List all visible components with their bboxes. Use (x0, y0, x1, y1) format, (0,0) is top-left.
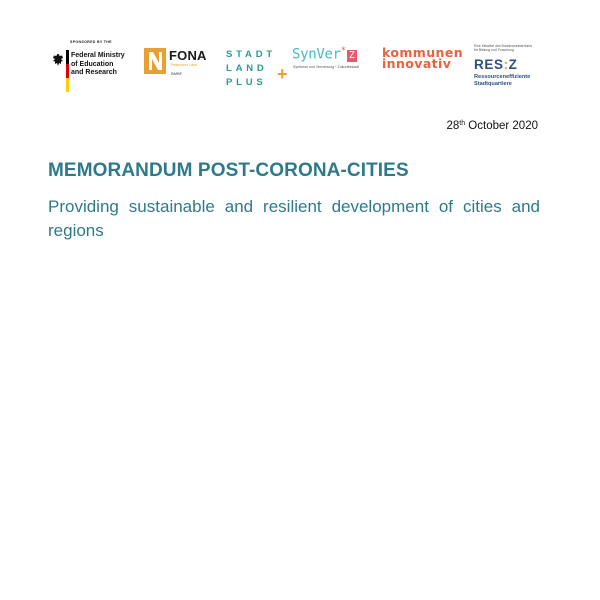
synverz-wordmark (292, 46, 374, 63)
resz-tag-line: Ressourceneffiziente (474, 74, 531, 80)
slp-line: PLUS (226, 77, 267, 88)
resz-logo (474, 44, 544, 94)
federal-eagle-icon (52, 53, 64, 67)
resz-word-b: Z (508, 57, 518, 72)
synverz-star: * (340, 46, 346, 56)
document-subtitle: Providing sustainable and resilient development of cities and regions (48, 197, 540, 240)
kommunen-line: kommunen (382, 45, 463, 60)
fona-n-mark-icon (144, 48, 166, 74)
kommunen-innovativ-logo (382, 47, 468, 77)
date-suffix: th (459, 120, 466, 127)
german-flag-stripe (66, 50, 69, 92)
sponsored-by-label: SPONSORED BY THE (70, 40, 112, 44)
ministry-line: of Education (71, 60, 114, 68)
kommunen-line: innovativ (382, 56, 452, 71)
resz-tag-line: Stadtquartiere (474, 80, 512, 87)
synverz-z-box: Z (348, 49, 355, 61)
fona-subtitle: Ressource Land (171, 63, 198, 67)
date-day: 28 (446, 120, 460, 132)
fona-logo (144, 48, 216, 84)
synverz-logo (292, 46, 374, 78)
flag-gold (66, 78, 69, 92)
resz-colon: : (503, 57, 509, 72)
bmbf-logo (52, 40, 132, 96)
slp-line: LAND (226, 63, 268, 74)
resz-tagline (474, 74, 530, 88)
flag-red (66, 64, 69, 78)
ministry-line: Federal Ministry (71, 52, 125, 59)
stadt-land-plus-logo (226, 48, 290, 96)
synverz-subtitle: Synthese und Vernetzung * Zukunftsstadt (293, 65, 360, 69)
document-title: MEMORANDUM POST-CORONA-CITIES (48, 160, 409, 181)
resz-wordmark (474, 57, 518, 72)
sponsor-logos-bar (0, 0, 600, 100)
fona-word: FONA (169, 48, 207, 63)
slp-plus-icon: + (277, 64, 288, 84)
synverz-word: SynVer (292, 46, 341, 63)
fona-bmbf-label: BMBF (171, 71, 183, 76)
resz-word-a: RES (474, 57, 504, 72)
date-rest: October 2020 (465, 120, 538, 132)
ministry-line: and Research (71, 69, 117, 77)
slp-line: STADT (226, 49, 276, 60)
resz-initiative-text: Eine Initiative des Bundesministeriums für Bildung und Forschung (474, 44, 533, 52)
document-date (446, 120, 538, 132)
flag-black (66, 50, 69, 64)
ministry-name (71, 52, 137, 78)
